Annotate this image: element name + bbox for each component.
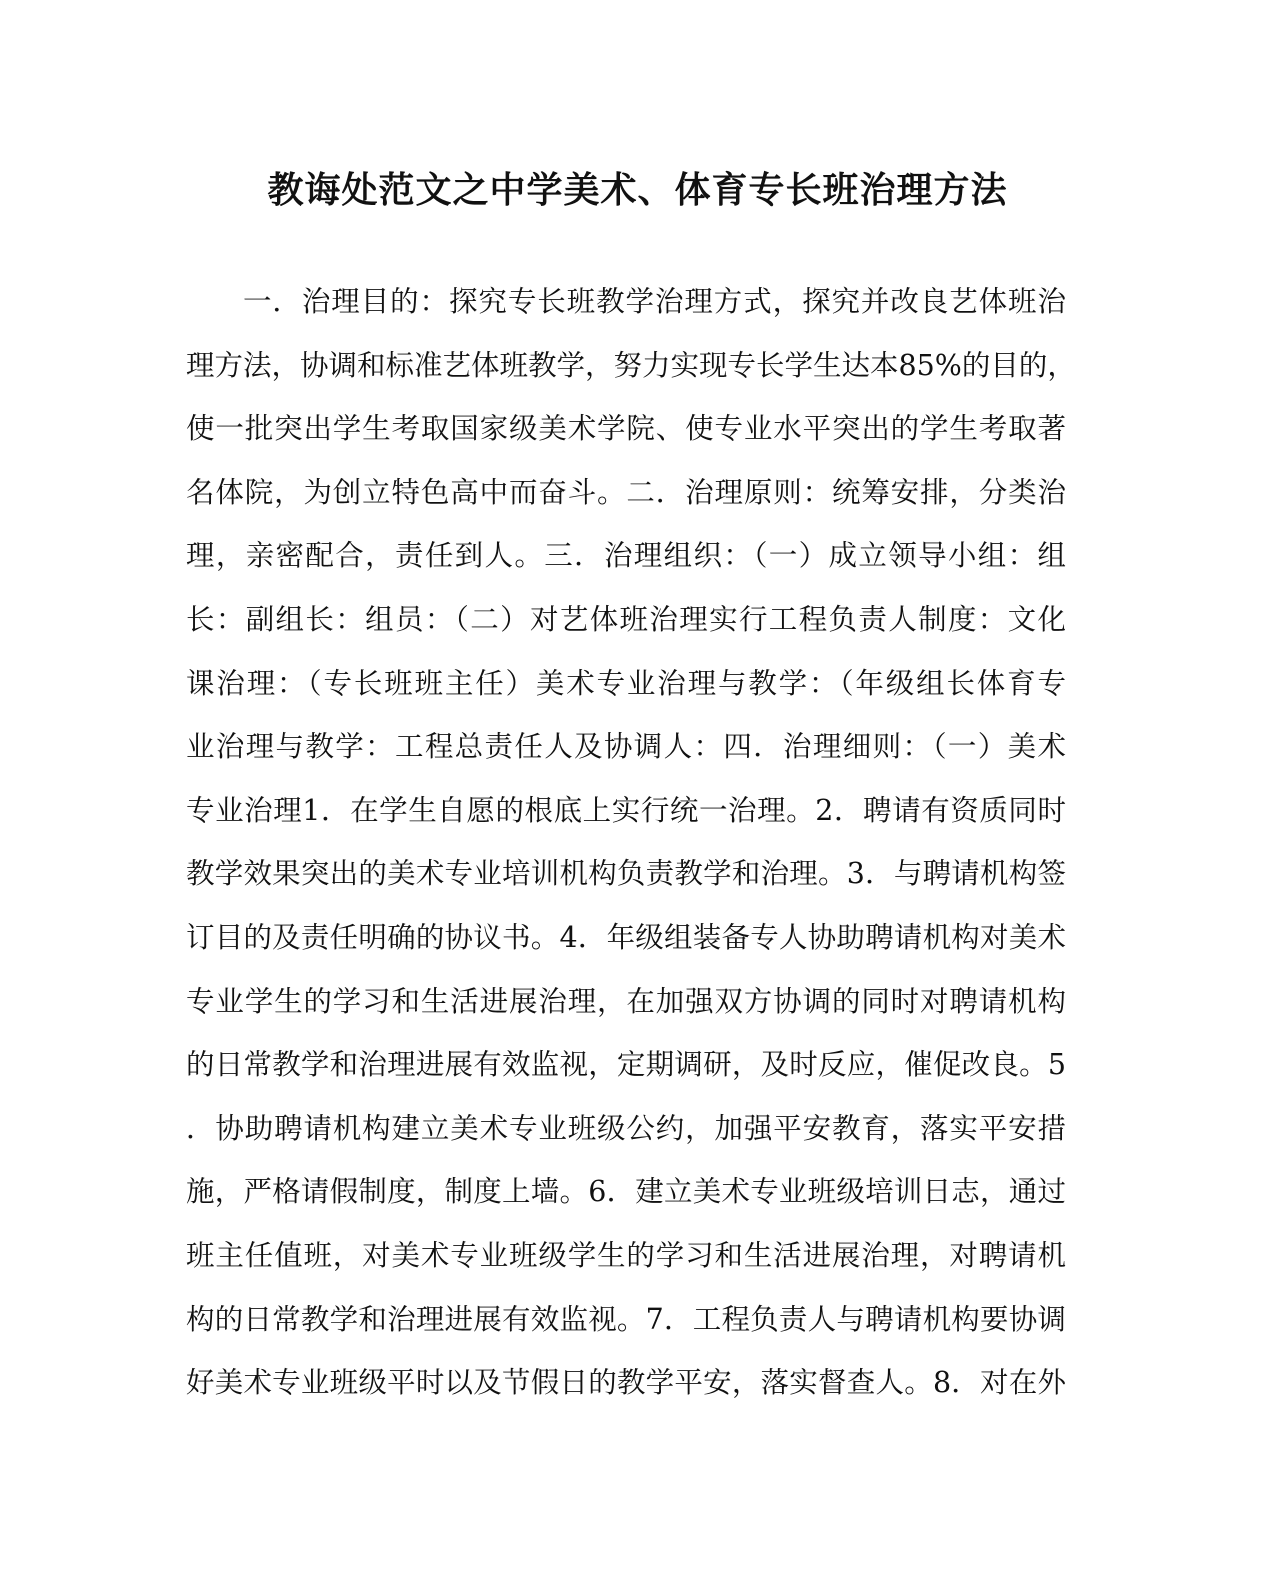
body-line: 专业治理1．在学生自愿的根底上实行统一治理。2．聘请有资质同时	[186, 793, 1066, 827]
body-line: 课治理：（专长班班主任）美术专业治理与教学：（年级组长体育专	[186, 666, 1066, 700]
body-line: 一．治理目的：探究专长班教学治理方式，探究并改良艺体班治	[243, 285, 1066, 318]
body-line: 教学效果突出的美术专业培训机构负责教学和治理。3．与聘请机构签	[186, 857, 1066, 891]
body-line: 名体院，为创立特色高中而奋斗。二．治理原则：统筹安排，分类治	[186, 475, 1066, 509]
body-line: 好美术专业班级平时以及节假日的教学平安，落实督查人。8．对在外	[186, 1366, 1066, 1400]
body-line: 理方法，协调和标准艺体班教学，努力实现专长学生达本85%的目的，	[186, 348, 1076, 382]
body-line: 长：副组长：组员：（二）对艺体班治理实行工程负责人制度：文化	[186, 602, 1066, 636]
body-line: 构的日常教学和治理进展有效监视。7．工程负责人与聘请机构要协调	[186, 1302, 1066, 1336]
body-line: 的日常教学和治理进展有效监视，定期调研，及时反应，催促改良。5	[186, 1048, 1066, 1082]
document-title: 教诲处范文之中学美术、体育专长班治理方法	[267, 169, 1008, 211]
body-line: 业治理与教学：工程总责任人及协调人：四．治理细则：（一）美术	[186, 730, 1066, 764]
body-line: 理，亲密配合，责任到人。三．治理组织：（一）成立领导小组：组	[186, 539, 1066, 573]
body-line: 专业学生的学习和生活进展治理，在加强双方协调的同时对聘请机构	[186, 984, 1066, 1018]
body-line: 订目的及责任明确的协议书。4．年级组装备专人协助聘请机构对美术	[186, 920, 1066, 954]
body-line: 施，严格请假制度，制度上墙。6．建立美术专业班级培训日志，通过	[186, 1175, 1066, 1209]
document-body	[186, 270, 1076, 1415]
body-line: 使一批突出学生考取国家级美术学院、使专业水平突出的学生考取著	[186, 412, 1066, 446]
body-line: 班主任值班，对美术专业班级学生的学习和生活进展治理，对聘请机	[186, 1238, 1066, 1272]
body-line: ．协助聘请机构建立美术专业班级公约，加强平安教育，落实平安措	[186, 1111, 1066, 1145]
